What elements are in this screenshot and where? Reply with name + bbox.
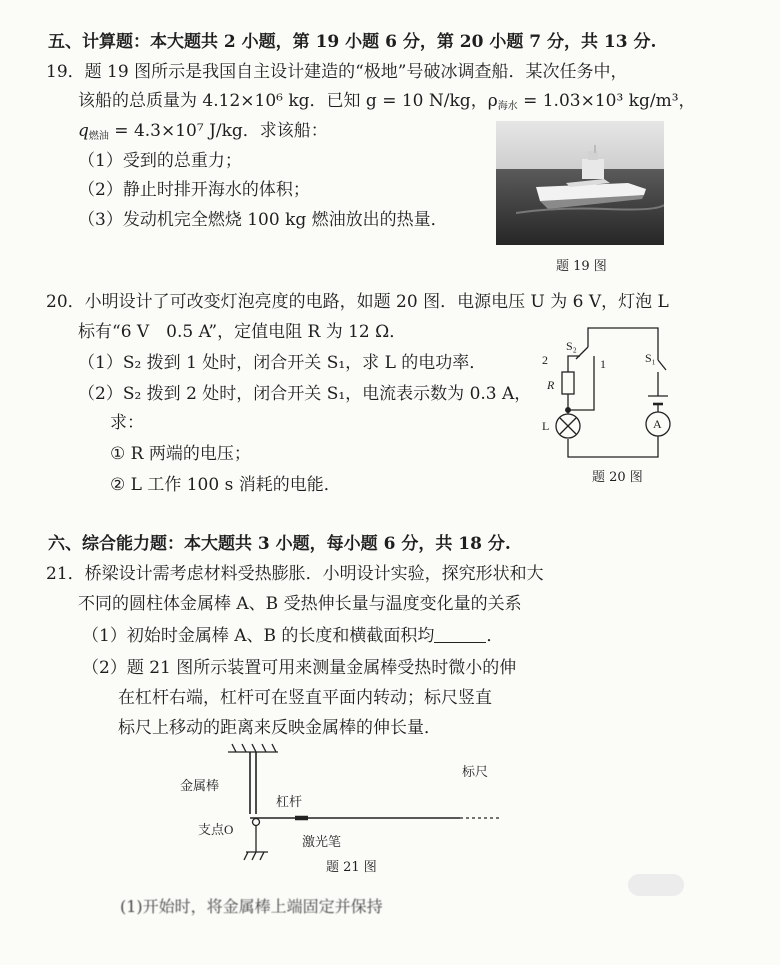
s2-switch-blade [576, 347, 588, 359]
answer-blank[interactable] [434, 624, 486, 643]
q20-figure-caption: 题 20 图 [592, 470, 643, 485]
s2-label: S₂ [566, 339, 577, 353]
lamp-label: L [542, 419, 550, 433]
q21-line-2: 不同的圆柱体金属棒 A、B 受热伸长量与温度变化量的关系 [78, 594, 522, 614]
q21-item-2-line-3: 标尺上移动的距离来反映金属棒的伸长量． [118, 718, 441, 738]
scale-label: 标尺 [462, 764, 489, 779]
section-5-heading: 五、计算题：本大题共 2 小题，第 19 小题 6 分，第 20 小题 7 分，共 13 分. [48, 32, 657, 52]
q20-line-1: 20．小明设计了可改变灯泡亮度的电路，如题 20 图．电源电压 U 为 6 V，灯泡 L [46, 292, 669, 312]
circuit-diagram [528, 312, 688, 472]
contact-2-label: 2 [542, 353, 548, 367]
s1-label: S₁ [645, 351, 656, 365]
q19-line-1: 19．题 19 图所示是我国自主设计建造的“极地”号破冰调查船．某次任务中， [46, 62, 628, 82]
ammeter-label: A [653, 417, 662, 431]
q20-line-2: 标有“6 V 0.5 A”，定值电阻 R 为 12 Ω． [78, 322, 407, 342]
resistor-label: R [547, 378, 555, 392]
q21-cut-off-line: (1)开始时，将金属棒上端固定并保持 [120, 897, 383, 916]
q20-item-2-cont: 求： [110, 413, 144, 433]
q19-figure-caption: 题 19 图 [556, 259, 607, 274]
laser-label: 激光笔 [302, 834, 342, 849]
contact-1-label: 1 [600, 357, 606, 371]
q21-line-1: 21．桥梁设计需考虑材料受热膨胀．小明设计实验，探究形状和大 [46, 564, 544, 584]
pivot-label: 支点O [198, 822, 234, 837]
icebreaker-ship-photo [496, 121, 664, 245]
junction-dot [566, 408, 571, 413]
q19-line-2: 该船的总质量为 4.12×10⁶ kg．已知 g = 10 N/kg，$\rho_{海水} = 1.03\times 10^3$ kg/m³， [78, 91, 696, 112]
q19-line-3: $q_{燃油} = 4.3\times 10^7$ J/kg．求该船： [78, 121, 328, 142]
q20-item-1: （1）S₂ 拨到 1 处时，闭合开关 S₁，求 L 的电功率． [78, 353, 487, 373]
q19-item-1: （1）受到的总重力； [78, 151, 242, 171]
rod-label: 金属棒 [180, 778, 220, 793]
s1-switch-blade [658, 360, 666, 370]
q21-figure-caption: 题 21 图 [326, 860, 377, 875]
q20-item-2: （2）S₂ 拨到 2 处时，闭合开关 S₁，电流表示数为 0.3 A， [78, 384, 532, 404]
q21-item-2-line-1: （2）题 21 图所示装置可用来测量金属棒受热时微小的伸 [82, 658, 517, 678]
q19-item-2: （2）静止时排开海水的体积； [78, 180, 310, 200]
section-6-heading: 六、综合能力题：本大题共 3 小题，每小题 6 分，共 18 分. [48, 534, 511, 554]
q20-sub-2: ② L 工作 100 s 消耗的电能． [110, 475, 341, 495]
q21-item-1: （1）初始时金属棒 A、B 的长度和横截面积均 ． [82, 626, 504, 646]
resistor-r-symbol [562, 372, 574, 394]
q19-item-3: （3）发动机完全燃烧 100 kg 燃油放出的热量． [78, 210, 448, 230]
lever-label: 杠杆 [276, 794, 303, 809]
watermark-badge [628, 874, 684, 896]
q20-sub-1: ① R 两端的电压； [110, 444, 251, 464]
q21-item-2-line-2: 在杠杆右端，杠杆可在竖直平面内转动；标尺竖直 [118, 688, 492, 708]
